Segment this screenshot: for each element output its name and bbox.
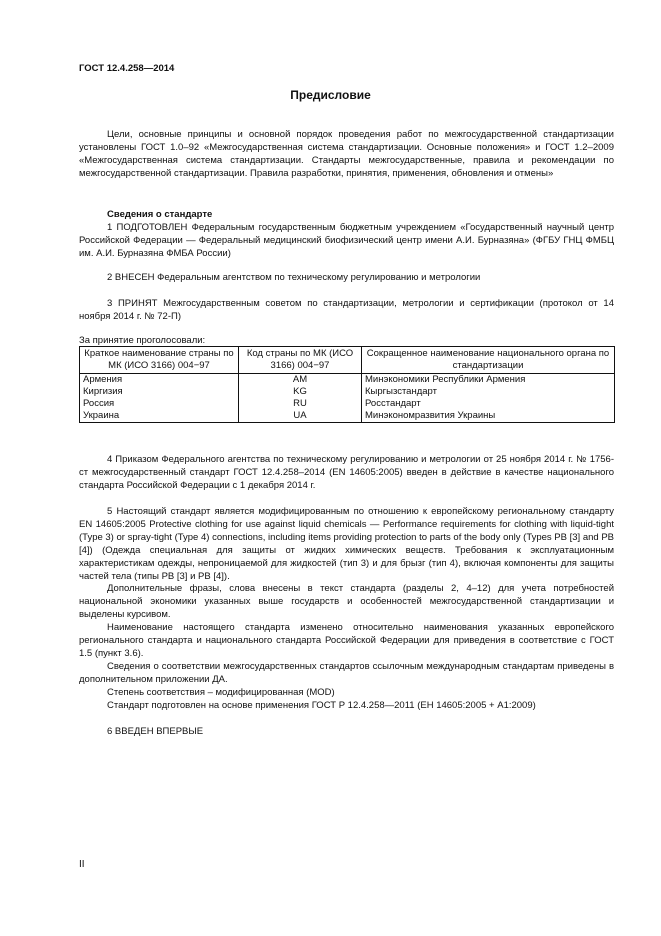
paragraph-5-references: Сведения о соответствии межгосударственных стандартов ссылочным международным стандартам приведены в дополнительном приложении ДА. — [79, 661, 614, 685]
table-header-row — [80, 347, 615, 374]
table-cell: Минэкономики Республики Армения — [362, 374, 615, 387]
table-cell: Россия — [80, 398, 239, 410]
paragraph-5-basis: Стандарт подготовлен на основе применения ГОСТ Р 12.4.258—2011 (ЕН 14605:2005 + A1:2009) — [107, 700, 536, 711]
page-title: Предисловие — [290, 88, 371, 102]
paragraph-4: 4 Приказом Федерального агентства по техническому регулированию и метрологии от 25 ноября 2014 г. № 1756-ст межгосударственный стандарт ГОСТ 12.4.258–2014 (EN 14605:2005) введен в действие в качестве национального стандарта Российской Федерации с 1 декабря 2014 г. — [79, 454, 614, 491]
intro-paragraph: Цели, основные принципы и основной порядок проведения работ по межгосударственной стандартизации установлены ГОСТ 1.0–92 «Межгосударственная система стандартизации. Основные положения» и ГОСТ 1.2–2009 «Межгосударственная система стандартизации. Стандарты межгосударственные, правила и рекомендации по межгосударственной стандартизации. Правила разработки, принятия, применения, обновления и отмены» — [79, 129, 614, 179]
paragraph-5-name-change: Наименование настоящего стандарта изменено относительно наименования указанных европейского регионального стандарта и национального стандарта Российской Федерации для приведения в соответствие с ГОСТ 1.5 (пункт 3.6). — [79, 622, 614, 659]
page-number: II — [79, 859, 85, 870]
table-cell: AM — [239, 374, 362, 387]
vote-label: За принятие проголосовали: — [79, 335, 206, 346]
table-cell: Минэкономразвития Украины — [362, 410, 615, 423]
table-cell: Украина — [80, 410, 239, 423]
paragraph-6: 6 ВВЕДЕН ВПЕРВЫЕ — [107, 726, 204, 737]
paragraph-2: 2 ВНЕСЕН Федеральным агентством по техническому регулированию и метрологии — [107, 272, 481, 283]
table-header-cell: Сокращенное наименование национального органа по стандартизации — [362, 347, 615, 374]
section-heading: Сведения о стандарте — [107, 209, 213, 220]
table-row — [80, 386, 615, 398]
table-cell: UA — [239, 410, 362, 423]
table-cell: KG — [239, 386, 362, 398]
paragraph-1: 1 ПОДГОТОВЛЕН Федеральным государственным бюджетным учреждением «Государственный научный центр Российской Федерации — Федеральный медицинский биофизический центр имени А.И. Бурназяна» (ФГБУ ГНЦ ФМБЦ им. А.И. Бурназяна ФМБА России) — [79, 222, 614, 259]
table-row — [80, 410, 615, 423]
paragraph-5-conformity: Степень соответствия – модифицированная (MOD) — [107, 687, 335, 698]
table-header-cell: Код страны по МК (ИСО 3166) 004−97 — [239, 347, 362, 374]
paragraph-3: 3 ПРИНЯТ Межгосударственным советом по стандартизации, метрологии и сертификации (протокол от 14 ноября 2014 г. № 72-П) — [79, 298, 614, 322]
table-row — [80, 398, 615, 410]
countries-table — [79, 346, 615, 423]
table-cell: Росстандарт — [362, 398, 615, 410]
table-cell: Кыргызстандарт — [362, 386, 615, 398]
table-cell: Киргизия — [80, 386, 239, 398]
table-cell: RU — [239, 398, 362, 410]
paragraph-5-additions: Дополнительные фразы, слова внесены в текст стандарта (разделы 2, 4–12) для учета потребностей национальной экономики указанных выше государств и особенностей межгосударственной стандартизации и выделены курсивом. — [79, 583, 614, 620]
table-header-cell: Краткое наименование страны по МК (ИСО 3166) 004−97 — [80, 347, 239, 374]
table-row — [80, 374, 615, 387]
paragraph-5: 5 Настоящий стандарт является модифицированным по отношению к европейскому региональному стандарту EN 14605:2005 Protective clothing for use against liquid chemicals — Performance requirements for clothing with liquid-tight (Type 3) or spray-tight (Type 4) connections, including items providing protection to parts of the body only (Types PB [3] and PB [4]) (Одежда специальная для защиты от жидких химических веществ. Требования к эксплуатационным характеристикам одежды, непроницаемой для жидкостей (тип 3) и для брызг (тип 4), включая компоненты для защиты частей тела (типы PB [3] и PB [4]). — [79, 506, 614, 582]
table-cell: Армения — [80, 374, 239, 387]
doc-code-header: ГОСТ 12.4.258—2014 — [79, 63, 175, 74]
